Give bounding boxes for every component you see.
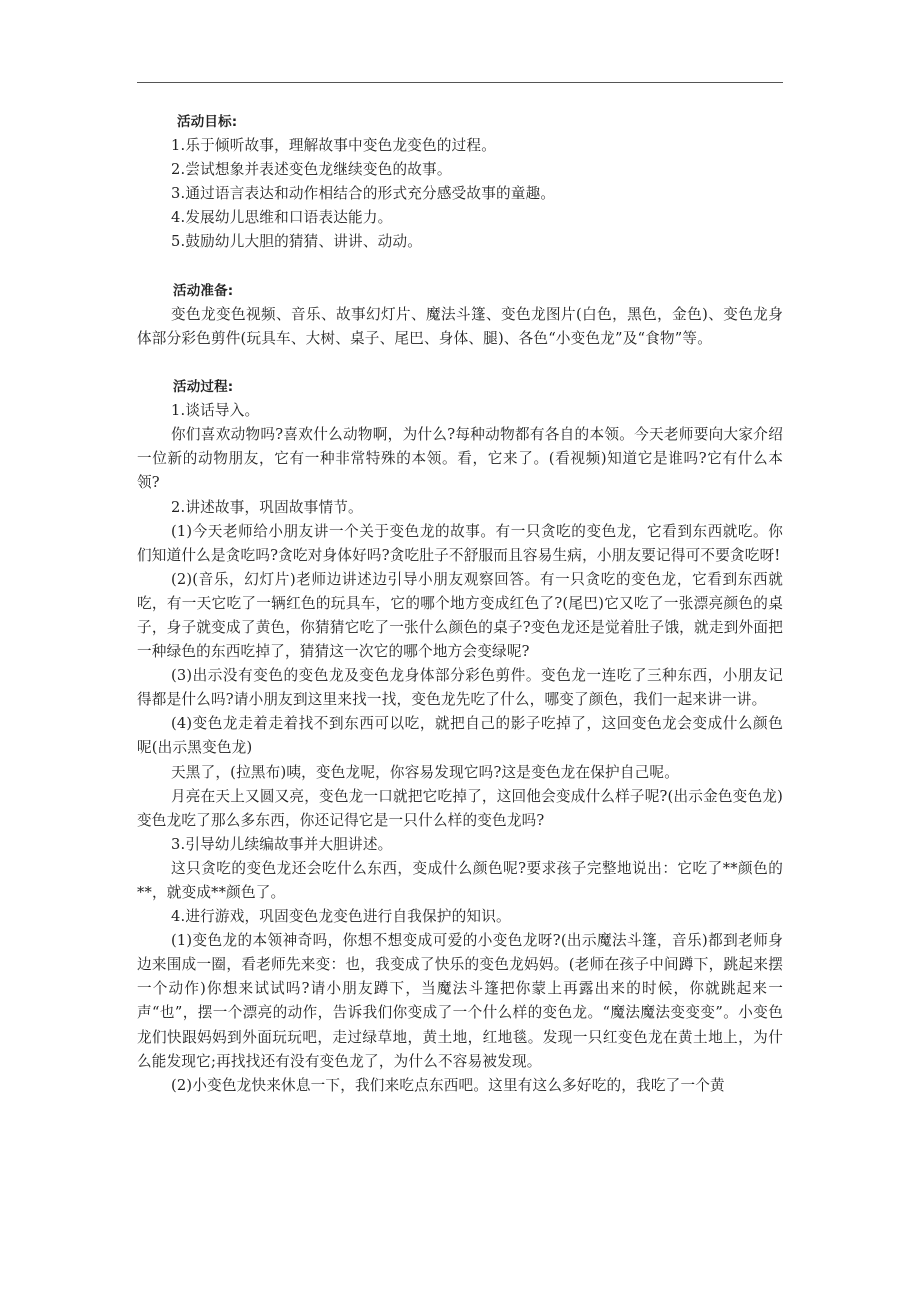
goal-item: 2.尝试想象并表述变色龙继续变色的故事。 [171, 161, 452, 179]
process-paragraph: 2.讲述故事，巩固故事情节。 [171, 498, 363, 516]
prep-heading: 活动准备: [173, 282, 234, 299]
section-gap [137, 351, 783, 375]
process-paragraph: 这只贪吃的变色龙还会吃什么东西，变成什么颜色呢?要求孩子完整地说出：它吃了**颜色的**，就变成**颜色了。 [137, 859, 783, 901]
prep-text: 变色龙变色视频、音乐、故事幻灯片、魔法斗篷、变色龙图片(白色，黑色，金色)、变色龙身体部分彩色剪件(玩具车、大树、桌子、尾巴、身体、腿)、各色“小变色龙”及“食物”等。 [137, 305, 783, 347]
process-paragraph: (2)(音乐，幻灯片)老师边讲述边引导小朋友观察回答。有一只贪吃的变色龙，它看到东西就吃，有一天它吃了一辆红色的玩具车，它的哪个地方变成红色了?(尾巴)它又吃了一张漂亮颜色的桌子，身子就变成了黄色，你猜猜它吃了一张什么颜色的桌子?变色龙还是觉着肚子饿，就走到外面把一种绿色的东西吃掉了，猜猜这一次它的哪个地方会变绿呢? [137, 570, 783, 661]
process-heading: 活动过程: [173, 379, 234, 396]
process-paragraph: (1)今天老师给小朋友讲一个关于变色龙的故事。有一只贪吃的变色龙，它看到东西就吃。你们知道什么是贪吃吗?贪吃对身体好吗?贪吃肚子不舒服而且容易生病，小朋友要记得可不要贪吃呀! [137, 522, 783, 564]
process-paragraph: 4.进行游戏，巩固变色龙变色进行自我保护的知识。 [171, 908, 511, 926]
header-rule [137, 82, 783, 83]
process-paragraph: (3)出示没有变色的变色龙及变色龙身体部分彩色剪件。变色龙一连吃了三种东西，小朋友记得都是什么吗?请小朋友到这里来找一找，变色龙先吃了什么，哪变了颜色，我们一起来讲一讲。 [137, 667, 783, 709]
process-paragraph: (2)小变色龙快来休息一下，我们来吃点东西吧。这里有这么多好吃的，我吃了一个黄 [171, 1076, 725, 1094]
process-paragraph: 3.引导幼儿续编故事并大胆讲述。 [171, 835, 393, 853]
process-paragraph: 月亮在天上又圆又亮，变色龙一口就把它吃掉了，这回他会变成什么样子呢?(出示金色变色龙)变色龙吃了那么多东西，你还记得它是一只什么样的变色龙吗? [137, 787, 783, 829]
document-body [137, 110, 783, 1098]
goal-item: 1.乐于倾听故事，理解故事中变色龙变色的过程。 [171, 137, 496, 155]
process-paragraph: 1.谈话导入。 [171, 402, 260, 420]
process-paragraph: (1)变色龙的本领神奇吗，你想不想变成可爱的小变色龙呀?(出示魔法斗篷，音乐)都到老师身边来围成一圈，看老师先来变：也，我变成了快乐的变色龙妈妈。(老师在孩子中间蹲下，跳起来摆一个动作)你想来试试吗?请小朋友蹲下，当魔法斗篷把你蒙上再露出来的时候，你就跳起来一声“也”，摆一个漂亮的动作，告诉我们你变成了一个什么样的变色龙。“魔法魔法变变变”。小变色龙们快跟妈妈到外面玩玩吧，走过绿草地，黄土地，红地毯。发现一只红变色龙在黄土地上，为什么能发现它;再找找还有没有变色龙了，为什么不容易被发现。 [137, 932, 783, 1070]
process-paragraph: 你们喜欢动物吗?喜欢什么动物啊，为什么?每种动物都有各自的本领。今天老师要向大家介绍一位新的动物朋友，它有一种非常特殊的本领。看，它来了。(看视频)知道它是谁吗?它有什么本领? [137, 426, 783, 492]
goals-heading: 活动目标: [177, 114, 238, 130]
process-paragraph: (4)变色龙走着走着找不到东西可以吃，就把自己的影子吃掉了，这回变色龙会变成什么颜色呢(出示黑变色龙) [137, 715, 783, 757]
goal-item: 3.通过语言表达和动作相结合的形式充分感受故事的童趣。 [171, 185, 556, 203]
process-paragraph: 天黑了，(拉黑布)咦，变色龙呢，你容易发现它吗?这是变色龙在保护自己呢。 [171, 763, 680, 781]
section-gap [137, 255, 783, 279]
goal-item: 5.鼓励幼儿大胆的猜猜、讲讲、动动。 [171, 233, 423, 251]
goal-item: 4.发展幼儿思维和口语表达能力。 [171, 209, 393, 227]
